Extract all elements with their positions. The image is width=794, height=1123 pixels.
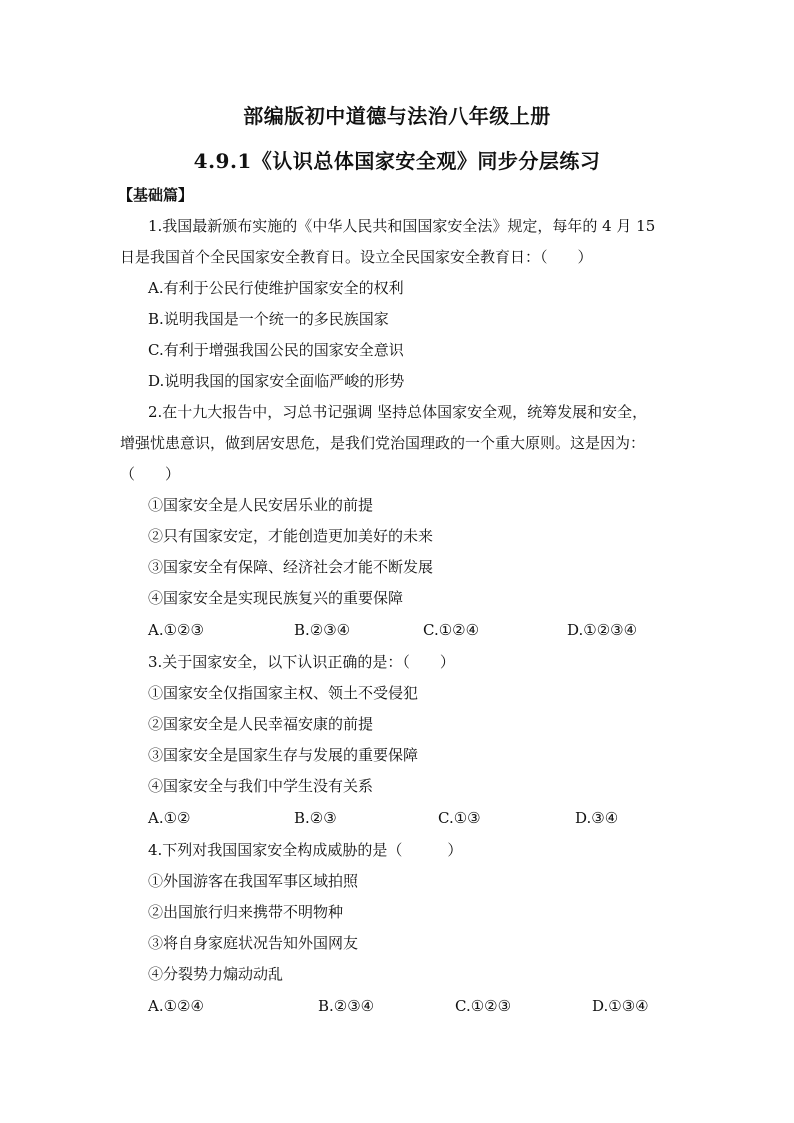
question-2-statement-4: ④国家安全是实现民族复兴的重要保障 — [148, 589, 404, 607]
question-1-stem-line2: 日是我国首个全民国家安全教育日。设立全民国家安全教育日：（ ） — [120, 248, 593, 266]
question-2-statement-1: ①国家安全是人民安居乐业的前提 — [148, 496, 374, 514]
question-2-choice-d: D.①②③④ — [567, 621, 638, 639]
section-heading: 【基础篇】 — [118, 186, 194, 204]
question-1-option-c: C.有利于增强我国公民的国家安全意识 — [148, 341, 404, 359]
question-1-stem-line1: 1.我国最新颁布实施的《中华人民共和国国家安全法》规定，每年的 4 月 15 — [148, 217, 656, 235]
question-4-choice-c: C.①②③ — [455, 997, 512, 1015]
question-4-stem: 4.下列对我国国家安全构成威胁的是（ ） — [148, 841, 463, 859]
question-4-statement-2: ②出国旅行归来携带不明物种 — [148, 903, 344, 921]
question-4-statement-3: ③将自身家庭状况告知外国网友 — [148, 934, 359, 952]
question-4-choice-b: B.②③④ — [318, 997, 375, 1015]
question-1-option-a: A.有利于公民行使维护国家安全的权利 — [148, 279, 404, 297]
question-2-statement-3: ③国家安全有保障、经济社会才能不断发展 — [148, 558, 434, 576]
question-2-stem-line1: 2.在十九大报告中，习总书记强调 坚持总体国家安全观，统筹发展和安全， — [148, 403, 648, 421]
question-4-choice-d: D.①③④ — [592, 997, 649, 1015]
page-subtitle: 4.9.1《认识总体国家安全观》同步分层练习 — [193, 149, 601, 173]
question-1-option-b: B.说明我国是一个统一的多民族国家 — [148, 310, 389, 328]
question-1-option-d: D.说明我国的国家安全面临严峻的形势 — [148, 372, 405, 390]
question-3-choice-c: C.①③ — [438, 809, 481, 827]
question-4-statement-4: ④分裂势力煽动动乱 — [148, 965, 284, 983]
question-3-statement-3: ③国家安全是国家生存与发展的重要保障 — [148, 746, 419, 764]
question-3-statement-2: ②国家安全是人民幸福安康的前提 — [148, 715, 374, 733]
question-2-stem-line2: 增强忧患意识，做到居安思危，是我们党治国理政的一个重大原则。这是因为： — [120, 434, 646, 452]
question-3-choice-d: D.③④ — [575, 809, 619, 827]
question-3-statement-4: ④国家安全与我们中学生没有关系 — [148, 777, 374, 795]
question-2-statement-2: ②只有国家安定，才能创造更加美好的未来 — [148, 527, 434, 545]
question-3-statement-1: ①国家安全仅指国家主权、领土不受侵犯 — [148, 684, 419, 702]
question-3-choice-a: A.①② — [148, 809, 191, 827]
question-2-choice-b: B.②③④ — [294, 621, 351, 639]
question-2-choice-c: C.①②④ — [423, 621, 480, 639]
question-4-choice-a: A.①②④ — [148, 997, 204, 1015]
question-4-statement-1: ①外国游客在我国军事区域拍照 — [148, 872, 359, 890]
question-2-stem-line3: （ ） — [120, 465, 181, 483]
question-3-choice-b: B.②③ — [294, 809, 337, 827]
question-3-stem: 3.关于国家安全，以下认识正确的是：（ ） — [148, 653, 455, 671]
question-2-choice-a: A.①②③ — [148, 621, 204, 639]
page-title: 部编版初中道德与法治八年级上册 — [243, 104, 551, 128]
